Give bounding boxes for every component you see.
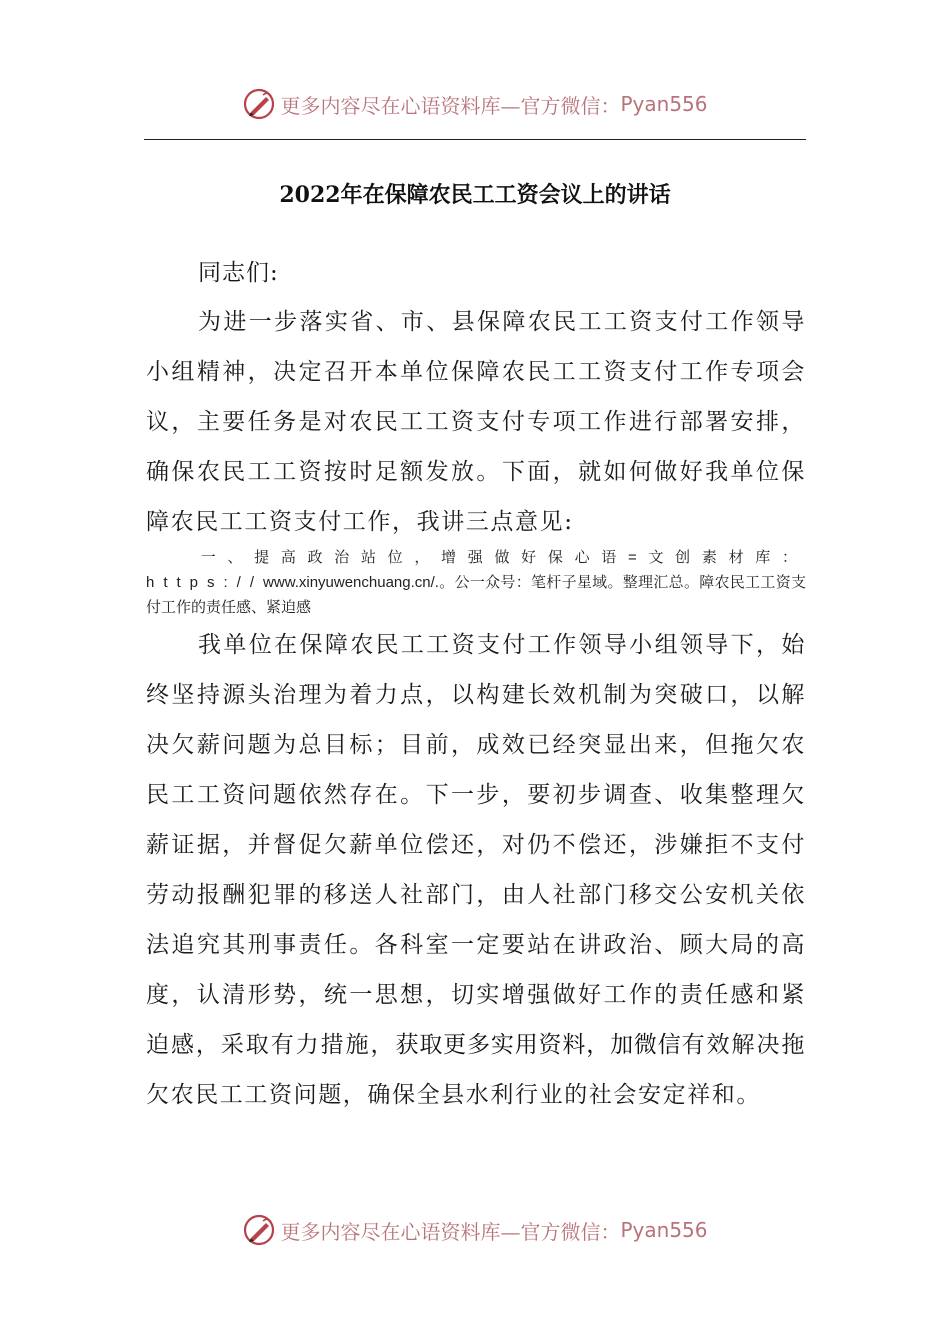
header-banner-text: 更多内容尽在心语资料库—官方微信：: [280, 93, 621, 118]
paragraph-main-part1: 我单位在保障农民工工资支付工作领导小组领导下，始终坚持源头治理为着力点，以构建长效机制为突破口，以解决欠薪问题为总目标；目前，成效已经突显出来，但拖欠农民工工资问题依然存在。下一步，要初步调查、收集整理欠薪证据，并督促欠薪单位偿还，对仍不偿还，涉嫌拒不支付劳动报酬犯罪的移送人社部门，由人社部门移交公安机关依法追究其刑事责任。各科室一定要站在讲政治、顾大局的高度，认清形势，统一思想，切实增强做好工作的责任感和紧迫感，采取有力措施，: [146, 632, 806, 1058]
footer-banner-text: 更多内容尽在心语资料库—官方微信：: [280, 1219, 621, 1244]
salutation: 同志们:: [198, 260, 279, 286]
section-heading-rest: www.xinyuwenchuang.cn/.。公一众号：笔杆子星域。整理汇总。障农民工工资支付工作的责任感、紧迫感: [146, 574, 806, 616]
paragraph-main: [146, 620, 806, 1120]
paragraph-intro: [146, 297, 806, 547]
paragraph-intro-text: 为进一步落实省、市、县保障农民工工资支付工作领导小组精神，决定召开本单位保障农民工工资支付工作专项会议，主要任务是对农民工工资支付专项工作进行部署安排，确保农民工工资按时足额发放。下面，就如何做好我单位保障农民工工资支付工作，我讲三点意见:: [146, 309, 806, 535]
paragraph-main-part2: 有效解决拖欠农民工工资问题，确保全县水利行业的社会安定祥和。: [146, 1032, 807, 1108]
footer-wechat-id: Pyan556: [620, 1218, 708, 1242]
document-title: 2022年在保障农民工工资会议上的讲话: [279, 182, 671, 208]
footer-banner: [0, 1210, 950, 1250]
header-banner: [0, 84, 950, 124]
section-heading-spaced: 一、提高政治站位，增强做好保心语=文创素材库：https://: [146, 549, 806, 591]
section-heading: [146, 545, 806, 620]
pen-logo-icon: [242, 87, 276, 121]
promo-highlight: 获取更多实用资料，加微信: [395, 1032, 682, 1058]
header-wechat-id: Pyan556: [620, 92, 708, 116]
header-divider: [144, 139, 806, 140]
pen-logo-icon: [242, 1213, 276, 1247]
paragraph-main-text: [146, 620, 806, 1120]
